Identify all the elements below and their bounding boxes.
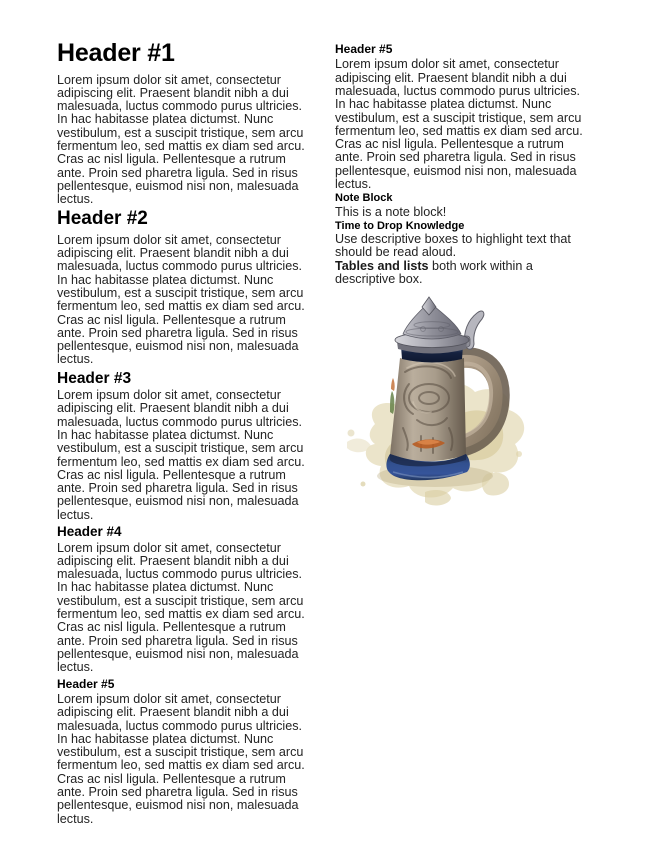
section-title-h1: Header #1: [57, 39, 175, 67]
left-column: [57, 40, 309, 826]
section-title-h3: Header #3: [57, 369, 132, 387]
emphasis-rest: both work within a descriptive box.: [335, 258, 533, 286]
section-title-h4: Header #4: [57, 524, 122, 540]
body-paragraph: Lorem ipsum dolor sit amet, consectetur adipiscing elit. Praesent blandit nibh a dui malesuada, luctus commodo purus ultricies. In hac habitasse platea dictumst. Nunc vestibulum, est a suscipit tristique, sem arcu fermentum leo, sed mattis ex diam sed arcu. Cras ac nisl ligula. Pellentesque a rutrum ante. Proin sed pharetra ligula. Sed in risus pellentesque, euismod nisi non, malesuada lectus.: [57, 388, 305, 522]
emphasis-paragraph: [335, 260, 589, 287]
note-block-body: This is a note block!: [335, 204, 447, 219]
body-paragraph: Lorem ipsum dolor sit amet, consectetur adipiscing elit. Praesent blandit nibh a dui malesuada, luctus commodo purus ultricies. In hac habitasse platea dictumst. Nunc vestibulum, est a suscipit tristique, sem arcu fermentum leo, sed mattis ex diam sed arcu. Cras ac nisl ligula. Pellentesque a rutrum ante. Proin sed pharetra ligula. Sed in risus pellentesque, euismod nisi non, malesuada lectus.: [57, 72, 305, 207]
section-header-5-right: [335, 42, 589, 191]
body-paragraph: Lorem ipsum dolor sit amet, consectetur adipiscing elit. Praesent blandit nibh a dui malesuada, luctus commodo purus ultricies. In hac habitasse platea dictumst. Nunc vestibulum, est a suscipit tristique, sem arcu fermentum leo, sed mattis ex diam sed arcu. Cras ac nisl ligula. Pellentesque a rutrum ante. Proin sed pharetra ligula. Sed in risus pellentesque, euismod nisi non, malesuada lectus.: [57, 232, 305, 367]
stein-lid: [395, 297, 469, 354]
right-column: [335, 40, 589, 826]
stein-green-accent: [390, 391, 394, 414]
section-header-3: [57, 370, 309, 522]
section-header-2: [57, 208, 309, 366]
page-columns: [57, 40, 589, 826]
section-header-1: [57, 40, 309, 206]
body-paragraph: Lorem ipsum dolor sit amet, consectetur adipiscing elit. Praesent blandit nibh a dui malesuada, luctus commodo purus ultricies. In hac habitasse platea dictumst. Nunc vestibulum, est a suscipit tristique, sem arcu fermentum leo, sed mattis ex diam sed arcu. Cras ac nisl ligula. Pellentesque a rutrum ante. Proin sed pharetra ligula. Sed in risus pellentesque, euismod nisi non, malesuada lectus.: [335, 57, 583, 192]
knowledge-block: [335, 220, 589, 286]
section-header-4: [57, 524, 309, 674]
note-block: [335, 192, 589, 218]
section-title-h5: Header #5: [57, 676, 115, 691]
note-block-title: Note Block: [335, 192, 393, 205]
section-header-5: [57, 677, 309, 826]
section-title-h2: Header #2: [57, 208, 148, 230]
knowledge-block-title: Time to Drop Knowledge: [335, 219, 465, 232]
beer-stein-illustration: [337, 296, 537, 516]
body-paragraph: Lorem ipsum dolor sit amet, consectetur adipiscing elit. Praesent blandit nibh a dui malesuada, luctus commodo purus ultricies. In hac habitasse platea dictumst. Nunc vestibulum, est a suscipit tristique, sem arcu fermentum leo, sed mattis ex diam sed arcu. Cras ac nisl ligula. Pellentesque a rutrum ante. Proin sed pharetra ligula. Sed in risus pellentesque, euismod nisi non, malesuada lectus.: [57, 540, 305, 675]
emphasis-bold-lead: Tables and lists: [335, 258, 429, 273]
knowledge-block-body: Use descriptive boxes to highlight text that should be read aloud.: [335, 232, 571, 260]
body-paragraph: Lorem ipsum dolor sit amet, consectetur adipiscing elit. Praesent blandit nibh a dui malesuada, luctus commodo purus ultricies. In hac habitasse platea dictumst. Nunc vestibulum, est a suscipit tristique, sem arcu fermentum leo, sed mattis ex diam sed arcu. Cras ac nisl ligula. Pellentesque a rutrum ante. Proin sed pharetra ligula. Sed in risus pellentesque, euismod nisi non, malesuada lectus.: [57, 691, 305, 826]
beer-stein-svg: [337, 296, 537, 511]
section-title-h5: Header #5: [335, 42, 393, 56]
